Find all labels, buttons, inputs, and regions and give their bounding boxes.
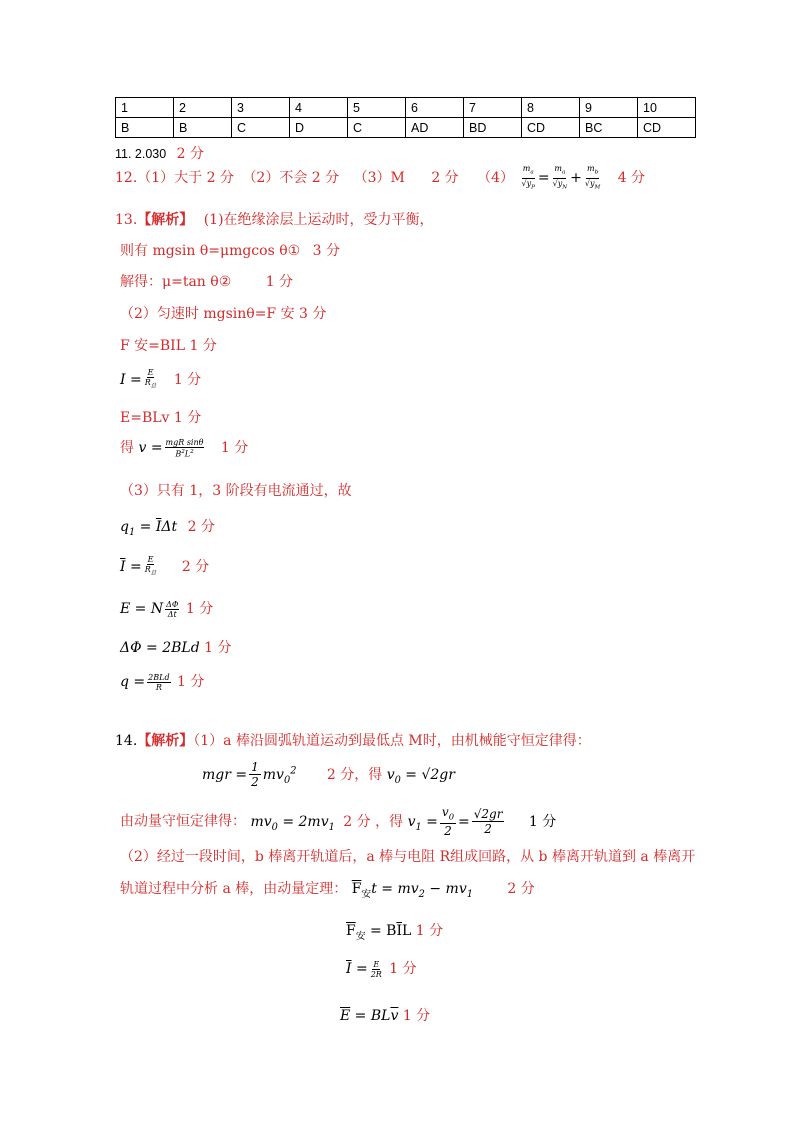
q14-avg-force-formula	[346, 920, 443, 942]
q14-avg-current-formula	[346, 958, 417, 979]
q13-equation1: 则有 mgsin θ=μmgcos θ①	[120, 243, 301, 259]
q13-charge-formula	[120, 516, 215, 538]
table-cell: BC	[580, 118, 638, 138]
q14-avg-emf-formula	[340, 1005, 430, 1025]
q12-part2: （2）不会 2 分	[242, 170, 340, 187]
table-cell: 2	[174, 98, 232, 118]
q12-part4-score: 4 分	[617, 170, 646, 187]
q12-part4: （4）	[477, 170, 515, 187]
table-cell: B	[116, 118, 174, 138]
q12-formula: $\frac{m_a}{√y_P}$ = $\frac{m_a}{√y_N}$ + $\frac{m_b}{√y_M}$	[521, 164, 601, 191]
formula: $\overline{E} = BL\overline{v}$	[340, 1008, 399, 1024]
q13-equation1-score: 3 分	[312, 243, 341, 259]
q13-line3	[120, 271, 293, 291]
formula: E = N $\frac{\Delta\Phi}{\Delta t}$	[120, 599, 179, 619]
q13-current-score: 1 分	[173, 371, 202, 388]
answer-table-answer-row	[116, 118, 696, 138]
q13-part3: （3）只有 1，3 阶段有电流通过，故	[120, 483, 352, 499]
q14-part2-line1: （2）经过一段时间，b 棒离开轨道后，a 棒与电阻 R组成回路，从 b 棒离开轨道到 a 棒离开	[120, 849, 696, 865]
q13-avg-current-formula	[120, 555, 209, 579]
formula: q = $\frac{\text{2BLd}}{R}$	[120, 672, 170, 692]
table-cell: B	[174, 118, 232, 138]
q11-score: 2 分	[176, 146, 205, 162]
q14-avg-emf-score: 1 分	[402, 1008, 431, 1024]
formula: $v_1$ = $\frac{v_0}{2}$ = $\frac{√2gr}{2}$	[407, 805, 503, 839]
q14-impulse-score: 2 分	[507, 881, 535, 897]
q14-avg-force-score: 1 分	[415, 923, 444, 939]
q13-tag: 【解析】	[137, 212, 194, 228]
table-cell: 6	[406, 98, 464, 118]
q13-induced-emf-score: 1 分	[185, 601, 214, 617]
table-cell: CD	[522, 118, 580, 138]
q13-emf: E=BLv 1 分	[120, 410, 202, 426]
q13-total-charge-formula	[120, 671, 204, 692]
table-cell: D	[290, 118, 348, 138]
q13-intro: (1)在绝缘涂层上运动时，受力平衡，	[203, 212, 434, 228]
q12-part3: （3）M	[353, 170, 405, 187]
q14-number: 14.	[115, 733, 138, 749]
q14-intro: （1）a 棒沿圆弧轨道运动到最低点 M时，由机械能守恒定律得：	[193, 733, 591, 749]
q12-line	[115, 164, 645, 192]
table-cell: C	[232, 118, 290, 138]
q13-current-formula	[120, 368, 201, 392]
q13-part2: （2）匀速时 mgsinθ=F 安 3 分	[120, 306, 327, 322]
formula: ΔΦ = 2BLd	[120, 640, 200, 656]
q13-number: 13.	[115, 212, 138, 228]
q13-velocity-prefix: 得	[120, 440, 134, 456]
q13-velocity-score: 1 分	[220, 440, 249, 456]
table-cell: BD	[464, 118, 522, 138]
formula: $mv_0 = 2mv_1$	[250, 813, 335, 833]
q13-charge-score: 2 分	[187, 519, 215, 535]
answer-table	[115, 97, 696, 138]
table-cell: 5	[348, 98, 406, 118]
formula: $\overline{F}_安t = mv_2 - mv_1$	[351, 881, 473, 900]
q14-momentum-score: 1 分	[528, 813, 557, 830]
q12-part3-score: 2 分	[431, 170, 459, 187]
q11-text: 11. 2.030	[115, 147, 167, 161]
table-cell: 10	[638, 98, 696, 118]
q14-energy-formula	[202, 760, 455, 789]
q13-line2	[120, 240, 340, 260]
formula: $v_0 = √2gr$	[386, 766, 455, 786]
q12-part1: 12.（1）大于 2 分	[115, 170, 234, 187]
answer-table-number-row	[116, 98, 696, 118]
q13-ampere-force: F 安=BIL 1 分	[120, 338, 217, 354]
table-cell: 4	[290, 98, 348, 118]
q13-flux-formula	[120, 637, 232, 657]
table-cell: 1	[116, 98, 174, 118]
q13-heading	[115, 209, 434, 229]
q13-equation2-score: 1 分	[265, 274, 294, 290]
q14-heading	[115, 730, 591, 750]
q14-tag: 【解析】	[137, 733, 194, 749]
q13-equation2: 解得：μ=tan θ②	[120, 274, 232, 290]
q11-line	[115, 143, 204, 163]
table-cell: C	[348, 118, 406, 138]
formula: v = $\frac{\text{mgR sinθ}}{B^2L^2}$	[138, 437, 204, 459]
formula: $\overline{I}$ = $\frac{E}{2R}$	[346, 959, 382, 979]
q14-impulse-prefix: 轨道过程中分析 a 棒，由动量定理：	[120, 881, 348, 897]
table-cell: CD	[638, 118, 696, 138]
q13-flux-score: 1 分	[204, 640, 232, 656]
table-cell: AD	[406, 118, 464, 138]
formula: I = $\frac{E}{R_总}$	[120, 368, 157, 390]
q14-part2-line2	[120, 878, 535, 900]
q14-momentum-mid: 2 分 ，得	[343, 813, 404, 830]
q13-avg-current-score: 2 分	[181, 558, 210, 575]
table-cell: 3	[232, 98, 290, 118]
q14-momentum-prefix: 由动量守恒定律得：	[120, 813, 246, 830]
q13-induced-emf-formula	[120, 598, 213, 619]
q14-avg-current-score: 1 分	[389, 961, 417, 977]
q14-momentum-line	[120, 805, 556, 838]
formula: $\overline{F}_安 = B\overline{I}L$	[346, 923, 412, 942]
table-cell: 8	[522, 98, 580, 118]
table-cell: 9	[580, 98, 638, 118]
formula: $q_1 = \overline{I}\Delta t$	[120, 519, 178, 538]
q13-velocity-formula	[120, 437, 248, 458]
formula: mgr = $\frac{1}{2}$ $mv_0^2$	[202, 760, 297, 789]
table-cell: 7	[464, 98, 522, 118]
q13-total-charge-score: 1 分	[177, 674, 205, 690]
formula: $\overline{I}$ = $\frac{E}{R_总}$	[120, 555, 157, 577]
q14-energy-score: 2 分，得	[326, 766, 383, 783]
